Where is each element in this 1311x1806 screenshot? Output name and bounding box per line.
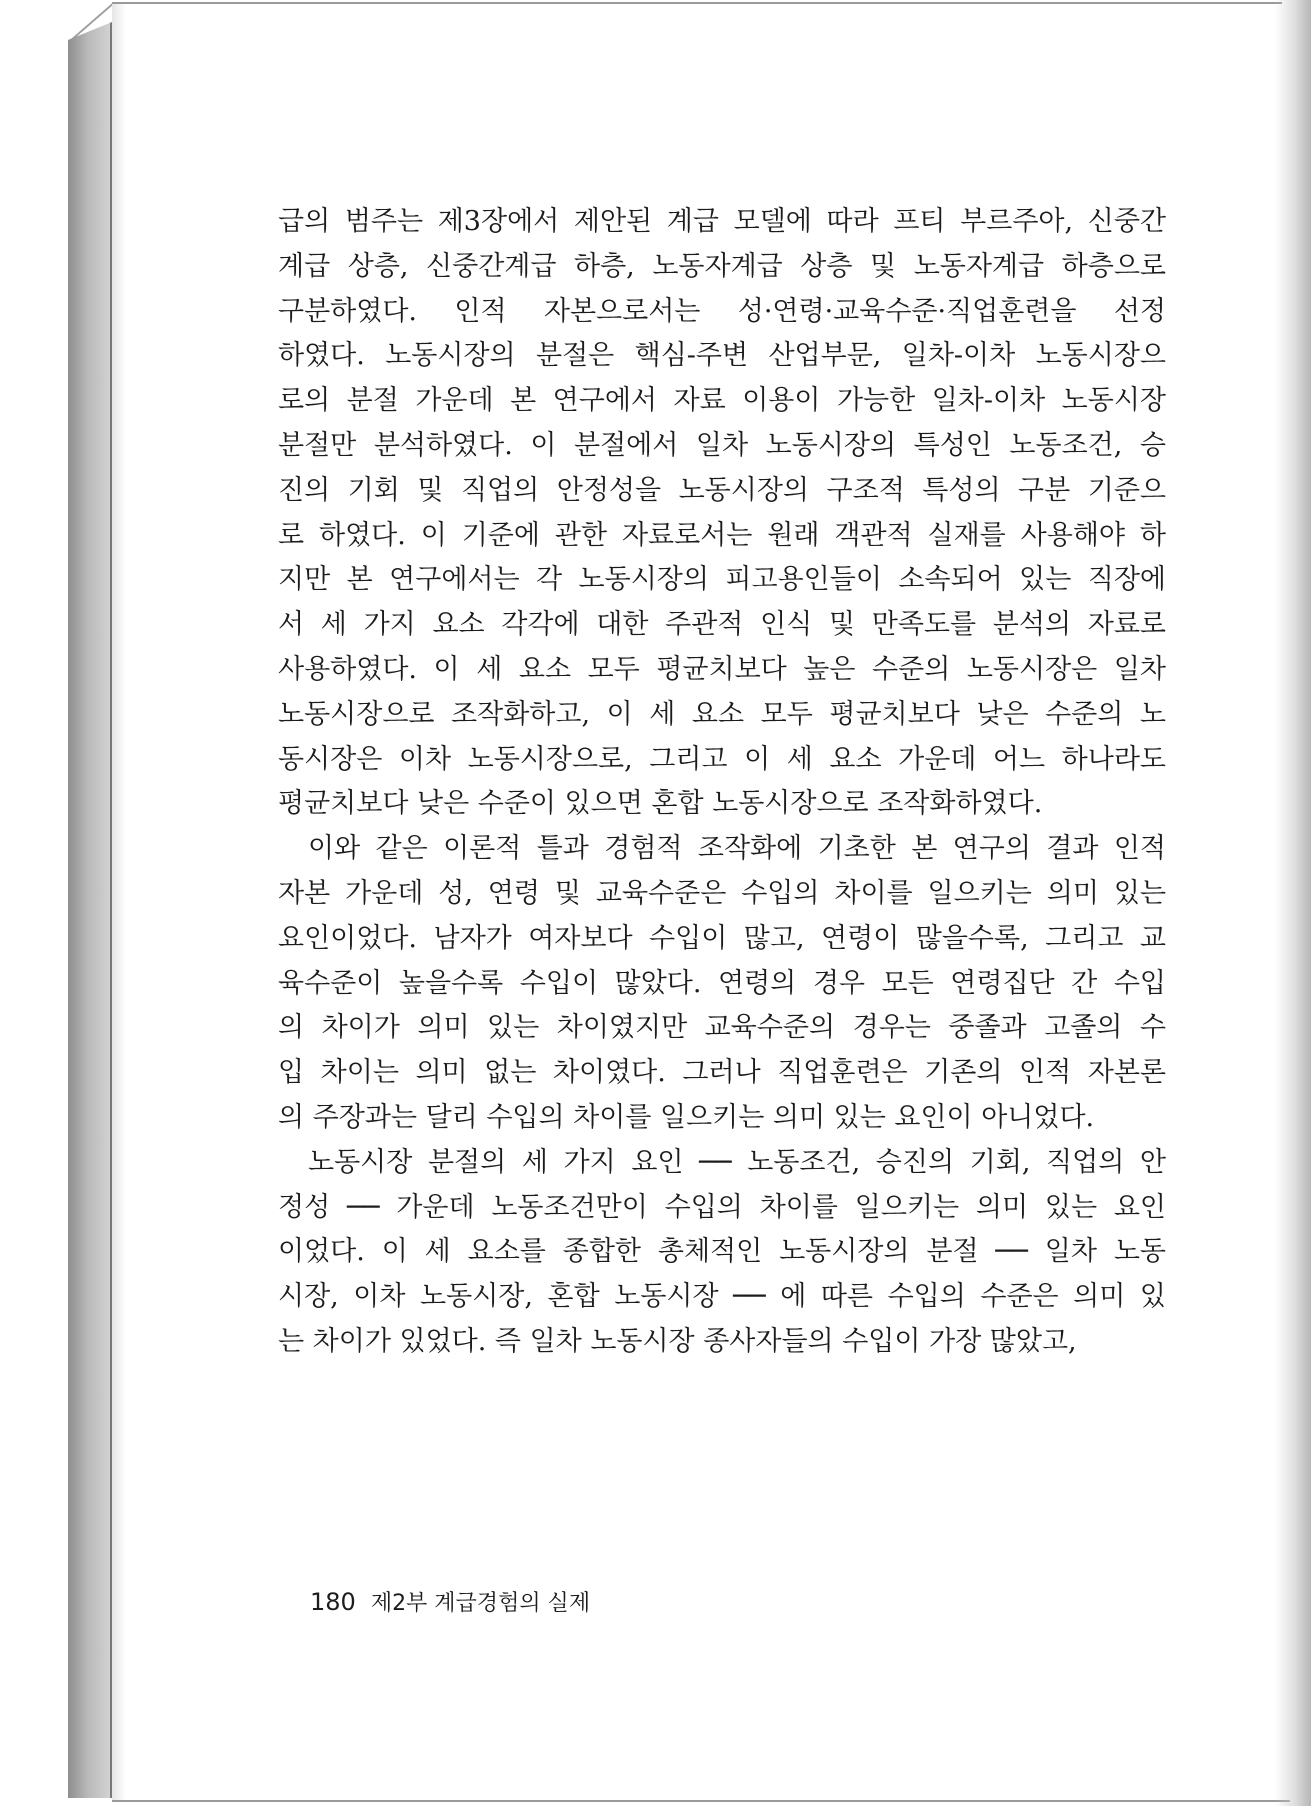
text-line: 평균치보다 낮은 수준이 있으면 혼합 노동시장으로 조작화하였다. xyxy=(278,788,1043,820)
page-footer xyxy=(310,1586,590,1617)
paragraph xyxy=(278,200,1166,827)
text-line: 자본 가운데 성, 연령 및 교육수준은 수입의 차이를 일으키는 의미 있는 xyxy=(278,877,1166,909)
text-line: 의 주장과는 달리 수입의 차이를 일으키는 의미 있는 요인이 아니었다. xyxy=(278,1101,1095,1133)
paragraph xyxy=(278,1141,1166,1365)
text-line: 지만 본 연구에서는 각 노동시장의 피고용인들이 소속되어 있는 직장에 xyxy=(278,564,1166,596)
text-line: 계급 상층, 신중간계급 하층, 노동자계급 상층 및 노동자계급 하층으로 xyxy=(278,250,1166,282)
book-spine-edge xyxy=(68,22,112,1798)
text-line: 노동시장 분절의 세 가지 요인 ── 노동조건, 승진의 기회, 직업의 안 xyxy=(308,1146,1166,1178)
text-line: 시장, 이차 노동시장, 혼합 노동시장 ── 에 따른 수입의 수준은 의미 있 xyxy=(278,1281,1166,1313)
text-line: 이와 같은 이론적 틀과 경험적 조작화에 기초한 본 연구의 결과 인적 xyxy=(308,833,1166,865)
text-line: 하였다. 노동시장의 분절은 핵심-주변 산업부문, 일차-이차 노동시장으 xyxy=(278,340,1166,372)
text-line: 급의 범주는 제3장에서 제안된 계급 모델에 따라 프티 부르주아, 신중간 xyxy=(278,206,1166,237)
text-line: 로의 분절 가운데 본 연구에서 자료 이용이 가능한 일차-이차 노동시장 xyxy=(278,385,1166,417)
text-line: 노동시장으로 조작화하고, 이 세 요소 모두 평균치보다 낮은 수준의 노 xyxy=(278,698,1166,730)
text-line: 입 차이는 의미 없는 차이였다. 그러나 직업훈련은 기존의 인적 자본론 xyxy=(278,1057,1166,1089)
text-line: 구분하였다. 인적 자본으로서는 성·연령·교육수준·직업훈련을 선정 xyxy=(278,295,1166,327)
text-line: 동시장은 이차 노동시장으로, 그리고 이 세 요소 가운데 어느 하나라도 xyxy=(278,743,1166,775)
text-line: 진의 기회 및 직업의 안정성을 노동시장의 구조적 특성의 구분 기준으 xyxy=(278,474,1166,506)
body-text xyxy=(278,200,1166,1365)
text-line: 요인이었다. 남자가 여자보다 수입이 많고, 연령이 많을수록, 그리고 교 xyxy=(278,922,1166,954)
text-line: 는 차이가 있었다. 즉 일차 노동시장 종사자들의 수입이 가장 많았고, xyxy=(278,1325,1077,1357)
paragraph xyxy=(278,827,1166,1141)
text-line: 서 세 가지 요소 각각에 대한 주관적 인식 및 만족도를 분석의 자료로 xyxy=(278,609,1166,641)
text-line: 의 차이가 의미 있는 차이였지만 교육수준의 경우는 중졸과 고졸의 수 xyxy=(278,1012,1166,1044)
text-line: 이었다. 이 세 요소를 종합한 총체적인 노동시장의 분절 ── 일차 노동 xyxy=(278,1236,1166,1268)
page-gutter-shadow xyxy=(112,4,126,1800)
page-number: 180 xyxy=(310,1588,356,1616)
text-line: 정성 ── 가운데 노동조건만이 수입의 차이를 일으키는 의미 있는 요인 xyxy=(278,1191,1166,1223)
running-footer-section: 제2부 계급경험의 실제 xyxy=(370,1591,591,1616)
page-right-shadow xyxy=(1275,0,1311,1806)
text-line: 분절만 분석하였다. 이 분절에서 일차 노동시장의 특성인 노동조건, 승 xyxy=(278,429,1166,461)
text-line: 로 하였다. 이 기준에 관한 자료로서는 원래 객관적 실재를 사용해야 하 xyxy=(278,519,1166,551)
text-line: 사용하였다. 이 세 요소 모두 평균치보다 높은 수준의 노동시장은 일차 xyxy=(278,653,1166,685)
text-line: 육수준이 높을수록 수입이 많았다. 연령의 경우 모든 연령집단 간 수입 xyxy=(278,967,1166,999)
